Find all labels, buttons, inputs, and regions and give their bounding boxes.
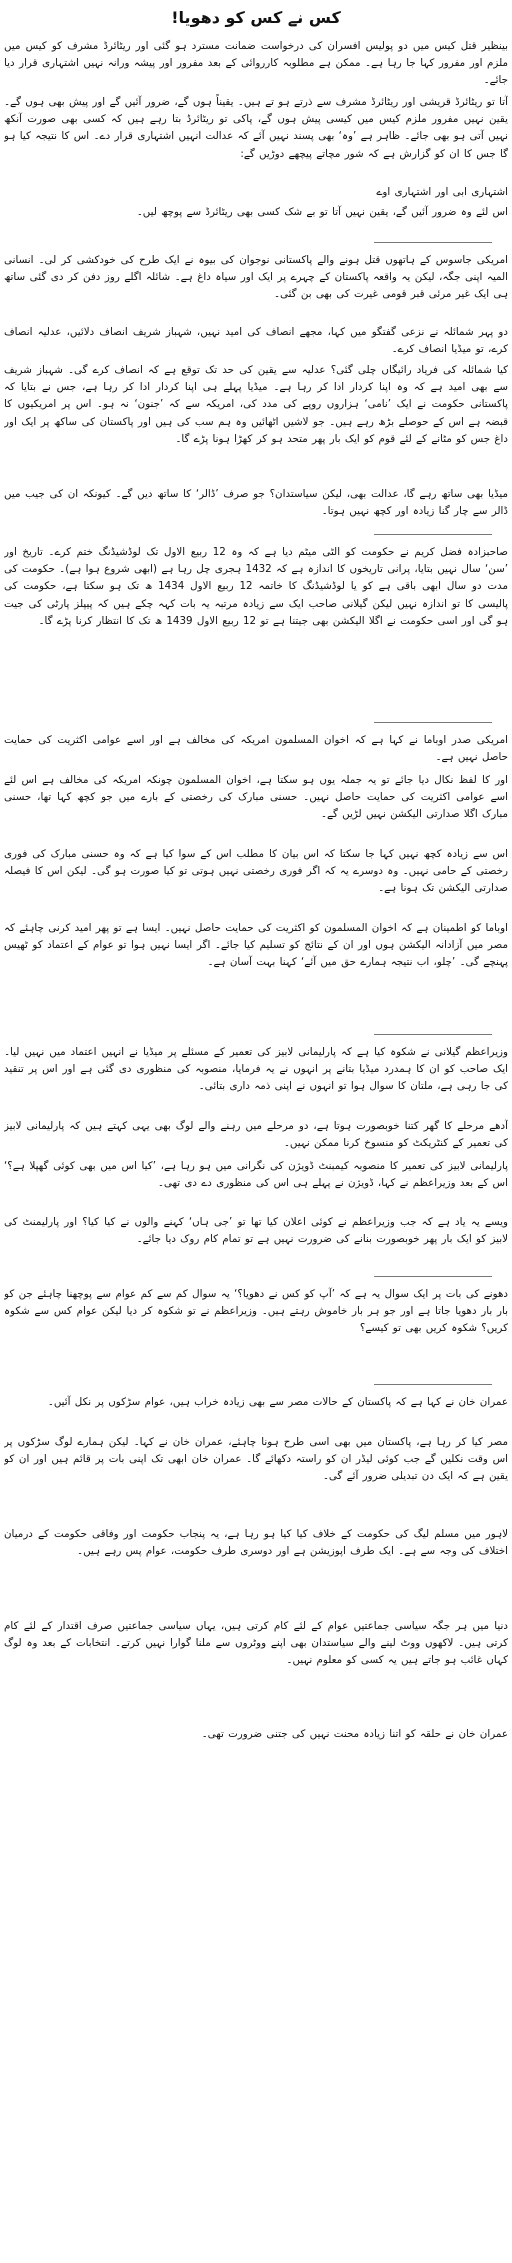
paragraph: اشتہاری ابی اور اشتہاری اوے	[376, 186, 508, 198]
paragraph: میڈیا بھی ساتھ رہے گا، عدالت بھی، لیکن سیاستدان؟ جو صرف ’ڈالر‘ کا ساتھ دیں گے۔ کیونکہ ان کی جیب میں ڈالر سے چار گنا زیادہ اور کچھ نہیں ہوتا۔	[4, 488, 508, 518]
paragraph: اور کا لفظ نکال دیا جائے تو یہ جملہ یوں ہو سکتا ہے، اخوان المسلمون چونکہ امریکہ کی مخالف ہے اس لئے اسے عوامی اکثریت کی حمایت حاصل نہیں۔ حسنی مبارک کی رخصتی کے بارے میں جو کچھ کہا تھا، حسنی مبارک اگلا صدارتی الیکشن نہیں لڑیں گے۔	[4, 774, 508, 821]
paragraph: دھونے کی بات پر ایک سوال یہ ہے کہ ’آپ کو کس نے دھویا؟‘ یہ سوال کم سے کم عوام سے پوچھنا چاہئے جن کو بار بار دھویا جاتا ہے اور جو ہر بار خاموش رہتے ہیں۔ وزیراعظم نے تو شکوہ کر دیا لیکن عوام کس سے شکوہ کریں؟ شکوہ کریں بھی تو کیسے؟	[4, 1288, 508, 1335]
paragraph: آتا تو ریٹائرڈ قریشی اور ریٹائرڈ مشرف سے ذرتے ہو تے ہیں۔ یقیناً ہوں گے، ضرور آئیں گے اور پیش بھی ہوں گے۔ یقین نہیں مفرور ملزم کیس میں کیسی پیش ہوں گے، پاکی تو ریٹائرڈ بتا رہے ہیں کہ کسی بھی صورت آنکھ نہیں آتی ہو بھی جائے۔ ظاہر ہے ’وہ‘ بھی پسند نہیں آئے کہ عدالت انہیں اشتہاری قرار دے۔ اس کا نتیجہ کیا ہو گا جس کا ان کو گزارش ہے کہ شور مچاتے پیچھے دوڑیں گے:	[4, 96, 508, 160]
section-divider	[374, 534, 492, 535]
paragraph: لاہور میں مسلم لیگ کی حکومت کے خلاف کیا کیا ہو رہا ہے، یہ پنجاب حکومت اور وفاقی حکومت کے درمیان اختلاف کی وجہ سے ہے۔ ایک طرف اپوزیشن ہے اور دوسری طرف حکومت، عوام پس رہے ہیں۔	[4, 1528, 508, 1558]
paragraph: امریکی صدر اوباما نے کہا ہے کہ اخوان المسلمون امریکہ کی مخالف ہے اور اسے عوامی اکثریت کی حمایت حاصل نہیں ہے۔	[4, 734, 508, 764]
paragraph: ویسے یہ یاد ہے کہ جب وزیراعظم نے کوئی اعلان کیا تھا تو ’جی ہاں‘ کہنے والوں نے کیا کیا؟ اور پارلیمنٹ کی لابیز کو ایک بار پھر خوبصورت بنانے کی ضرورت نہیں ہے تو تمام کام روک دیا جائے۔	[4, 1216, 508, 1246]
paragraph: دو پہر شمائلہ نے نزعی گفتگو میں کہا، مجھے انصاف کی امید نہیں، شہباز شریف انصاف دلائیں، عدلیہ انصاف کرے، تو میڈیا انصاف کرے۔	[4, 326, 508, 356]
paragraph: آدھے مرحلے کا گھر کتنا خوبصورت ہوتا ہے، دو مرحلے میں رہنے والے لوگ بھی یہی کہتے ہیں کہ پارلیمانی لابیز کی تعمیر کے کنٹریکٹ کو منسوخ کرنا ممکن نہیں۔	[4, 1120, 508, 1150]
paragraph: اس لئے وہ ضرور آئیں گے، یقین نہیں آتا تو بے شک کسی بھی ریٹائرڈ سے پوچھ لیں۔	[136, 206, 508, 218]
paragraph: بینظیر قتل کیس میں دو پولیس افسران کی درخواست ضمانت مسترد ہو گئی اور ریٹائرڈ مشرف کو کیس میں ملزم اور مفرور کہا جا رہا ہے۔ ممکن ہے مطلوبہ کارروائی کے بعد مفرور اور پیشہ ورانہ نہیں اشتہاری قرار دیا جائے۔	[4, 40, 508, 87]
paragraph: کیا شمائلہ کی فریاد رائیگاں چلی گئی؟ عدلیہ سے یقین کی حد تک توقع ہے کہ انصاف کرے گی۔ شہباز شریف سے بھی امید ہے کہ وہ اپنا کردار ادا کر رہا ہے۔ میڈیا پہلے ہی اپنا کردار ادا کر رہا ہے، جس نے بتایا کہ پاکستانی حکومت نے ایک ’نامی‘ ہزاروں روپے کی مدد کی، امریکہ سے کہ ’جنون‘ نہ ہو۔ اس پر امریکیوں کا قبضہ ہے اس کے حوصلے بڑھ رہے ہیں۔ جو لاشیں اٹھائیں وہ ہم سب کی ہیں اور پاکستان کی ساکھ پر ایک اور داغ جس کو مٹانے کے لئے قوم کو ایک بار پھر متحد ہو کر کھڑا ہونا پڑے گا۔	[4, 364, 508, 445]
paragraph: امریکی جاسوس کے ہاتھوں قتل ہونے والے پاکستانی نوجوان کی بیوہ نے ایک طرح کی خودکشی کر لی۔ انسانی المیہ اپنی جگہ، لیکن یہ واقعہ پاکستان کے چہرے پر ایک اور سیاہ داغ ہے۔ شائلہ اگلے روز دفن کر دی گئی ساتھ ہی ایک غیر مرئی قبر قومی غیرت کی بھی بن گئی۔	[4, 254, 508, 301]
paragraph: مصر کیا کر رہا ہے، پاکستان میں بھی اسی طرح ہونا چاہئے، عمران خان نے کہا۔ لیکن ہمارے لوگ سڑکوں پر اس وقت نکلیں گے جب کوئی لیڈر ان کو راستہ دکھائے گا۔ عمران خان ابھی تک اپنی بات پر قائم ہیں اور ان کو یقین ہے کہ ایک دن تبدیلی ضرور آئے گی۔	[4, 1436, 508, 1483]
section-divider	[374, 242, 492, 243]
paragraph: عمران خان نے کہا ہے کہ پاکستان کے حالات مصر سے بھی زیادہ خراب ہیں، عوام سڑکوں پر نکل آئیں۔	[47, 1396, 508, 1408]
section-divider	[374, 1384, 492, 1385]
paragraph: پارلیمانی لابیز کی تعمیر کا منصوبہ کیمبنٹ ڈویژن کی نگرانی میں ہو رہا ہے، ’کیا اس میں بھی کوئی گھپلا ہے؟‘ اس کے بعد وزیراعظم نے کہا، ڈویژن نے پہلے ہی اس کی منظوری دے دی تھی۔	[4, 1160, 508, 1190]
paragraph: اوباما کو اطمینان ہے کہ اخوان المسلمون کو اکثریت کی حمایت حاصل نہیں۔ ایسا ہے تو پھر امید کرنی چاہئے کہ مصر میں آزادانہ الیکشن ہوں اور ان کے نتائج کو تسلیم کیا جائے۔ اگر ایسا نہیں ہوا تو عوام کے اعتماد کو ٹھیس پہنچے گی۔ ’چلو، اب نتیجہ ہمارے حق میں آئے‘ کہنا بہت آسان ہے۔	[4, 922, 508, 969]
column-title: کس نے کس کو دھویا!	[171, 8, 341, 27]
section-divider	[374, 1276, 492, 1277]
paragraph: صاحبزادہ فضل کریم نے حکومت کو الٹی میٹم دیا ہے کہ وہ 12 ربیع الاول تک لوڈشیڈنگ ختم کرے۔ تاریخ اور ’سن‘ سال نہیں بتایا، پرانی تاریخوں کا اندازہ ہے کہ 1432 ہجری چل رہا ہے (ابھی شروع ہوا ہے)۔ حکومت کی مدت دو سال ابھی باقی ہے کو یا لوڈشیڈنگ کا خاتمہ 12 ربیع الاول 1434 ھ تک ہو سکتا ہے، حکومت کی پالیسی کا تو اندازہ نہیں لیکن گیلانی صاحب ایک سے زیادہ مرتبہ یہ بات کہہ چکے ہیں کہ پیپلز پارٹی کی جیت ہو گی اور اسی حکومت نے اگلا الیکشن بھی جیتنا ہے تو 12 ربیع الاول 1439 ھ تک کا انتظار کرنا پڑے گا۔	[4, 546, 508, 627]
section-divider	[374, 1034, 492, 1035]
paragraph: عمران خان نے حلقہ کو اتنا زیادہ محنت نہیں کی جتنی ضرورت تھی۔	[201, 1728, 508, 1740]
paragraph: دنیا میں ہر جگہ سیاسی جماعتیں عوام کے لئے کام کرتی ہیں، یہاں سیاسی جماعتیں صرف اقتدار کے لئے کام کرتی ہیں۔ لاکھوں ووٹ لینے والے سیاستدان بھی اپنے ووٹروں سے ملنا گوارا نہیں کرتے۔ انتخابات کے بعد وہ لوگ کہاں غائب ہو جاتے ہیں یہ کسی کو معلوم نہیں۔	[4, 1620, 508, 1667]
paragraph: وزیراعظم گیلانی نے شکوہ کیا ہے کہ پارلیمانی لابیز کی تعمیر کے مسئلے پر میڈیا نے انہیں اعتماد میں نہیں لیا۔ ایک صاحب کو ان کا ہمدرد میڈیا بتانے پر انہوں نے یہ فرمایا، منصوبہ کی منظوری دی گئی ہے اور اس پر تنقید کی جا رہی ہے، ملتان کا سوال ہوا تو انہوں نے اپنی ذمہ داری بتائی۔	[4, 1046, 508, 1093]
paragraph: اس سے زیادہ کچھ نہیں کہا جا سکتا کہ اس بیان کا مطلب اس کے سوا کیا ہے کہ وہ حسنی مبارک کی فوری رخصتی کے حامی نہیں۔ وہ دوسرے یہ کہ اگر فوری رخصتی نہیں ہوتی تو کیا صورت ہو گی۔ لیکن اس کا فیصلہ صدارتی الیکشن تک ہونا ہے۔	[4, 848, 508, 895]
section-divider	[374, 722, 492, 723]
